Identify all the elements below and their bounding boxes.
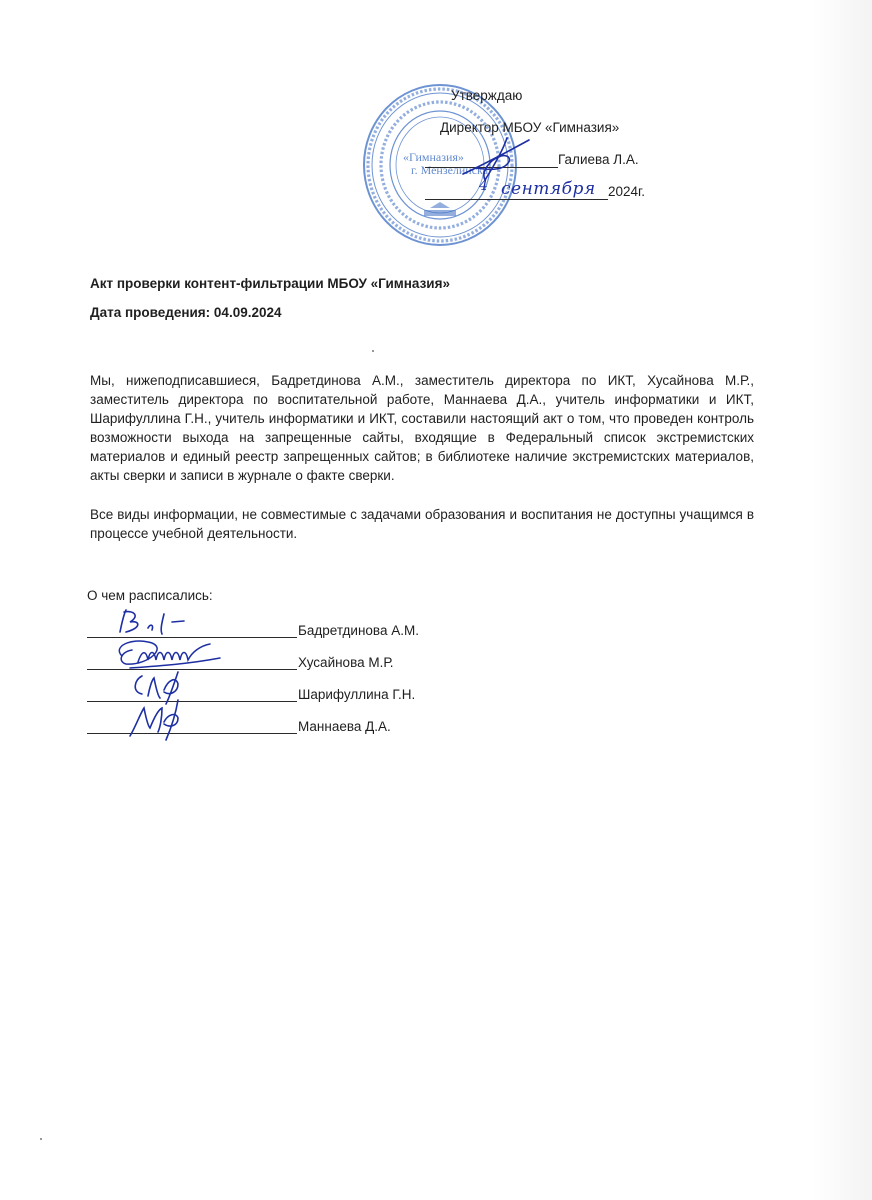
inspection-date: Дата проведения: 04.09.2024 <box>90 305 282 320</box>
document-title: Акт проверки контент-фильтрации МБОУ «Гимназия» <box>90 276 450 291</box>
signatory-name: Бадретдинова А.М. <box>298 623 419 638</box>
signatures-heading: О чем расписались: <box>87 588 213 603</box>
seal-text-line2: г. Мензелинска <box>411 163 489 177</box>
signature-badretdinova-icon <box>112 606 202 640</box>
director-name: Галиева Л.А. <box>558 152 639 167</box>
approval-heading: Утверждаю <box>451 88 523 103</box>
body-paragraph-1: Мы, нижеподписавшиеся, Бадретдинова А.М., заместитель директора по ИКТ, Хусайнова М.Р., заместитель директора по воспитательной работе, Маннаева Д.А., учитель информатики и ИКТ, Шарифуллина Г.Н., учитель информатики и ИКТ, составили настоящий акт о том, что проведен контроль возможности выхода на запрещенные сайты, входящие в Федеральный список экстремистских материалов и единый реестр запрещенных сайтов; в библиотеке наличие экстремистских материалов, акты сверки и записи в журнале о факте сверки. <box>90 373 754 483</box>
signatory-name: Хусайнова М.Р. <box>298 655 394 670</box>
director-position: Директор МБОУ «Гимназия» <box>440 120 620 135</box>
seal-text-line1: «Гимназия» <box>403 150 464 164</box>
scan-speck <box>40 1138 42 1140</box>
body-paragraph-2: Все виды информации, не совместимые с задачами образования и воспитания не доступны учащимся в процессе учебной деятельности. <box>90 507 754 541</box>
date-day-handwritten: 4 <box>479 178 488 194</box>
scan-speck <box>372 350 374 352</box>
signature-mannaeva-icon <box>118 698 198 742</box>
director-signature-icon <box>455 130 535 190</box>
approval-block <box>0 0 872 240</box>
signatory-name: Шарифуллина Г.Н. <box>298 687 416 702</box>
approval-year: 2024г. <box>608 184 646 199</box>
date-month-handwritten: сентября <box>501 179 596 199</box>
signatory-name: Маннаева Д.А. <box>298 719 391 734</box>
